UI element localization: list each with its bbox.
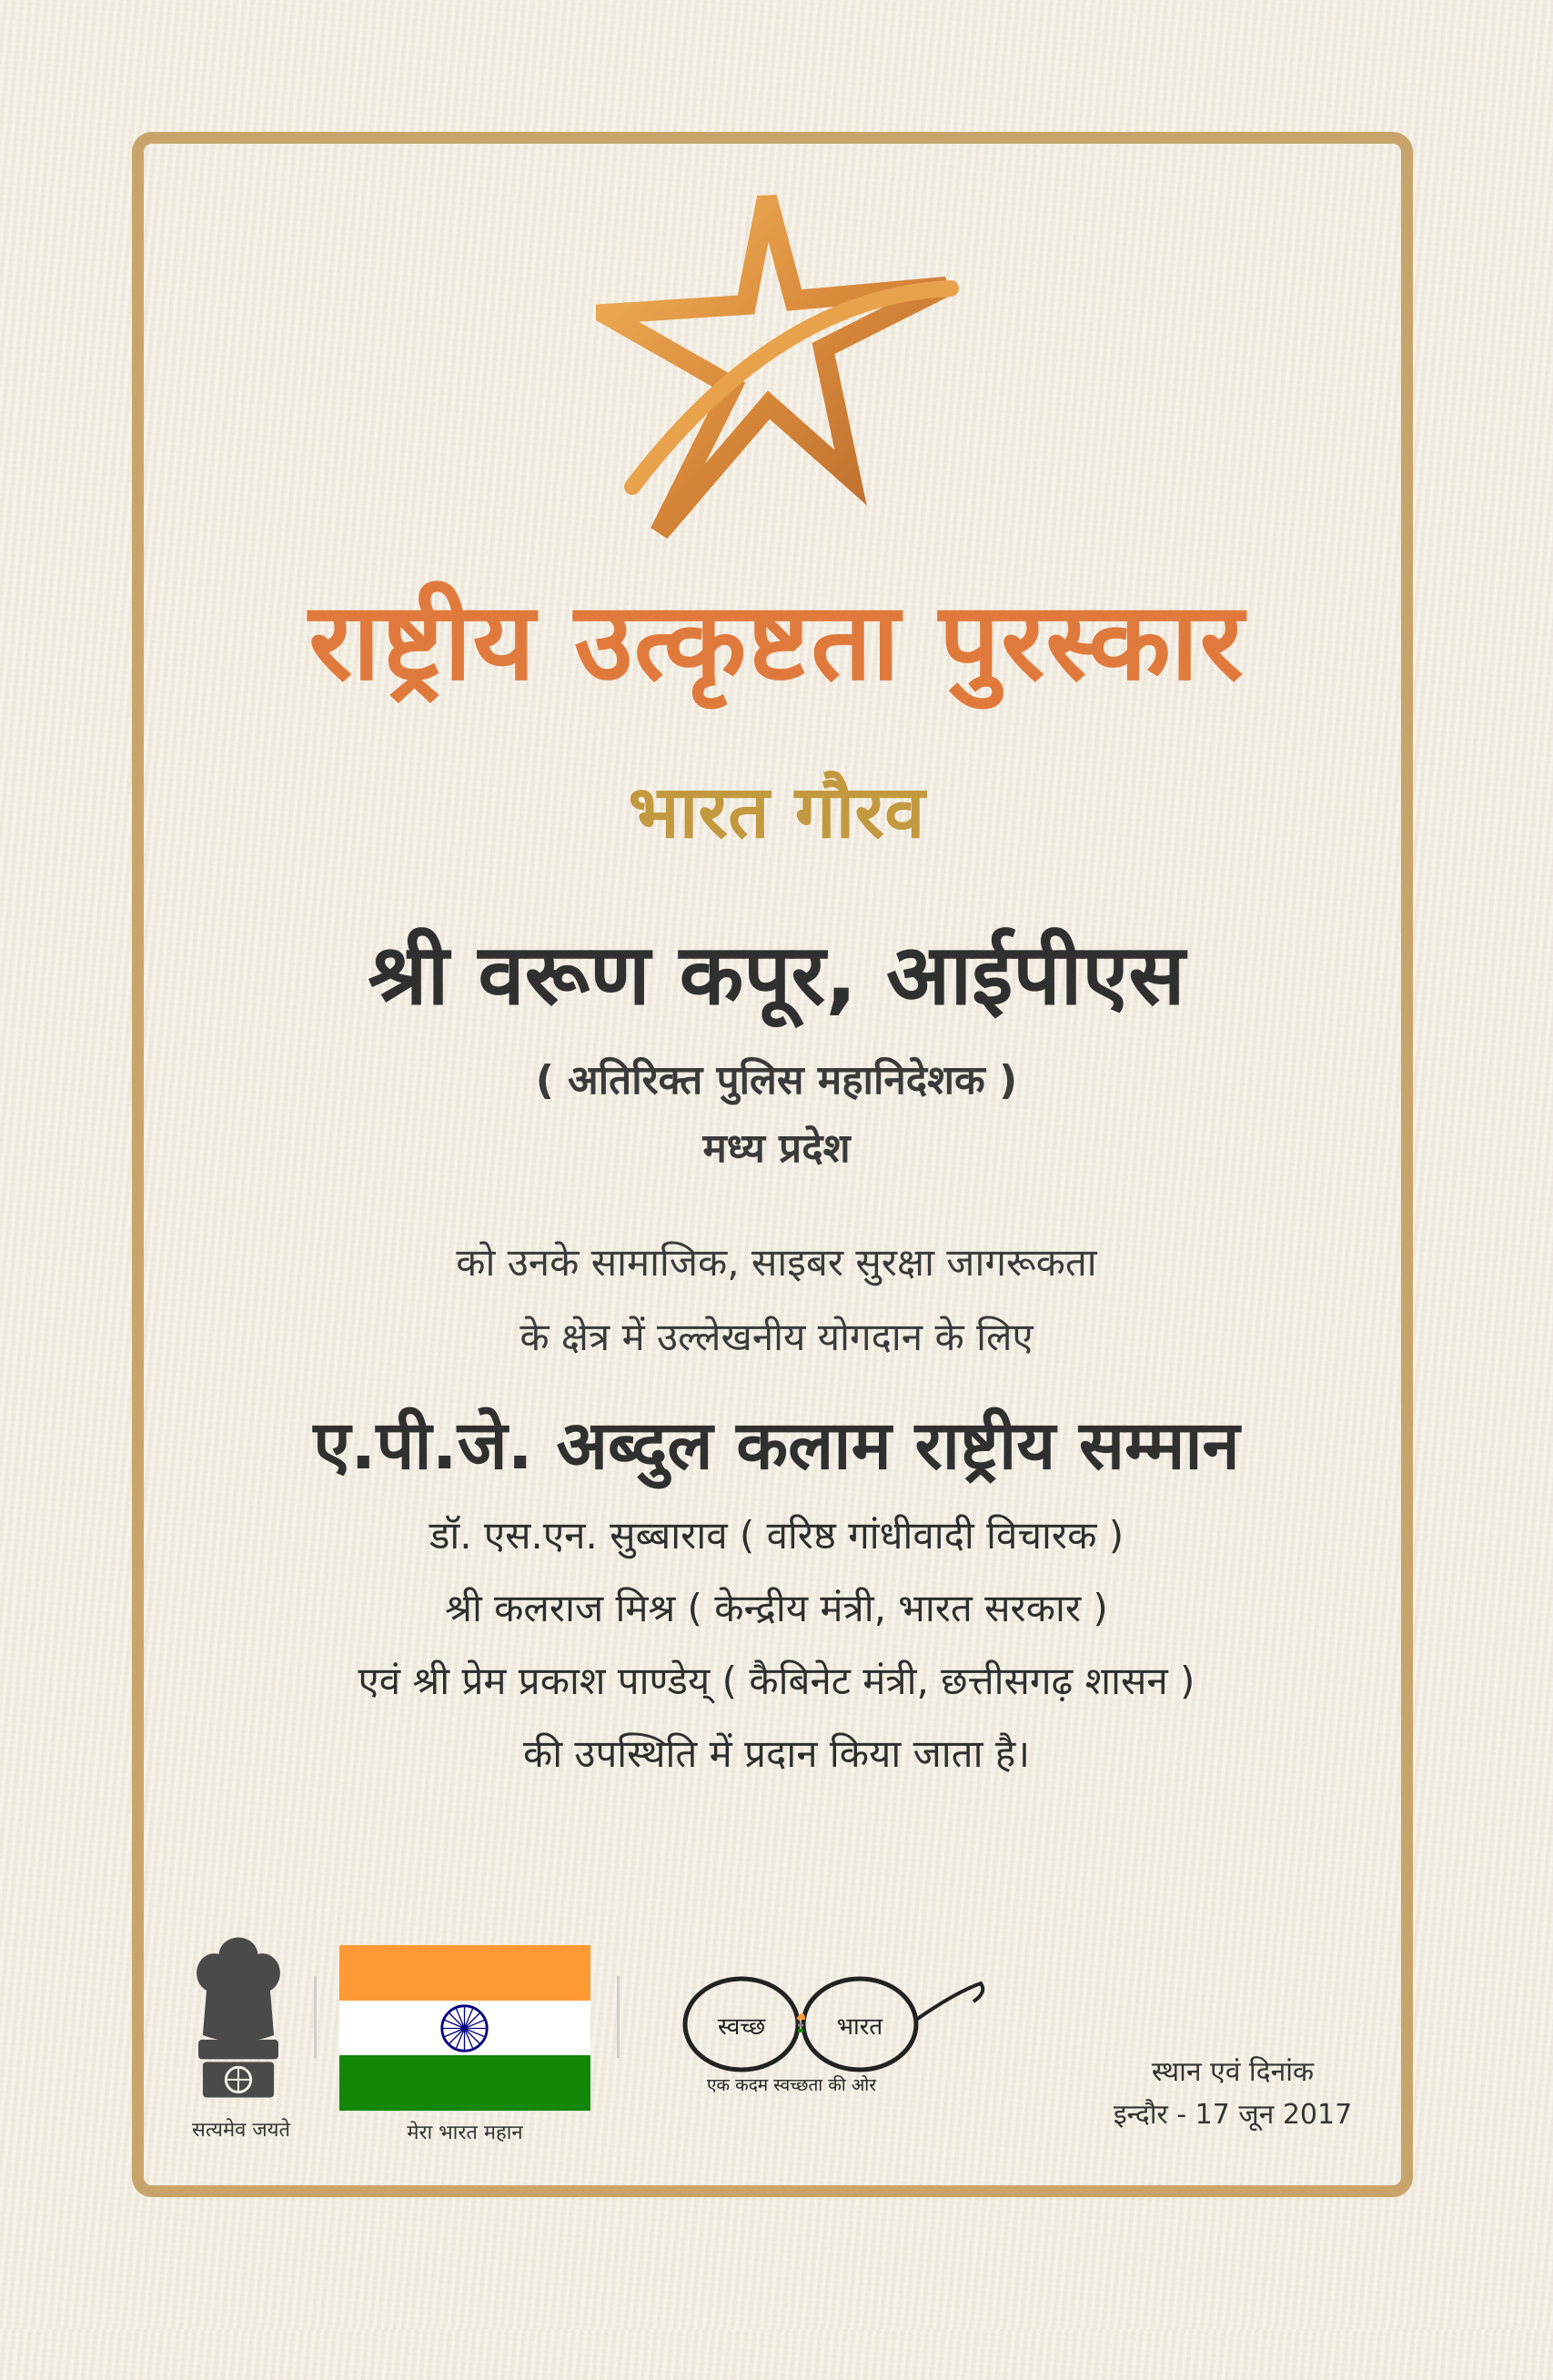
national-emblem-icon — [179, 1920, 297, 2115]
recipient-state: मध्य प्रदेश — [702, 1125, 851, 1172]
award-subtitle: भारत गौरव — [628, 770, 925, 854]
gold-star-icon — [596, 187, 960, 546]
award-title: राष्ट्रीय उत्कृष्टता पुरस्कार — [308, 579, 1245, 704]
indian-flag-icon — [339, 1945, 590, 2111]
presence-line-1: डॉ. एस.एन. सुब्बाराव ( वरिष्ठ गांधीवादी विचारक ) — [429, 1513, 1124, 1558]
award-name: ए.पी.जे. अब्दुल कलाम राष्ट्रीय सम्मान — [313, 1407, 1240, 1485]
footer-divider — [617, 1976, 620, 2058]
flag-caption: मेरा भारत महान — [407, 2122, 523, 2144]
presence-line-2: श्री कलराज मिश्र ( केन्द्रीय मंत्री, भारत सरकार ) — [445, 1586, 1108, 1630]
emblem-caption: सत्यमेव जयते — [191, 2119, 291, 2142]
swachh-left-text: स्वच्छ — [717, 2013, 766, 2041]
footer-divider — [314, 1976, 317, 2058]
description-line-2: के क्षेत्र में उल्लेखनीय योगदान के लिए — [519, 1315, 1034, 1359]
description-line-1: को उनके सामाजिक, साइबर सुरक्षा जागरूकता — [456, 1240, 1097, 1285]
presence-line-4: की उपस्थिति में प्रदान किया जाता है। — [522, 1731, 1031, 1776]
swachh-tagline: एक कदम स्वच्छता की ओर — [706, 2075, 877, 2095]
presence-line-3: एवं श्री प्रेम प्रकाश पाण्डेय् ( कैबिनेट मंत्री, छत्तीसगढ़ शासन ) — [358, 1659, 1195, 1703]
swachh-right-text: भारत — [836, 2013, 883, 2041]
place-date-value: इन्दौर - 17 जून 2017 — [1113, 2099, 1353, 2131]
place-date-label: स्थान एवं दिनांक — [1151, 2056, 1315, 2088]
recipient-name: श्री वरूण कपूर, आईपीएस — [368, 926, 1185, 1024]
swachh-bharat-logo — [655, 1965, 992, 2102]
recipient-designation: ( अतिरिक्त पुलिस महानिदेशक ) — [535, 1057, 1018, 1104]
